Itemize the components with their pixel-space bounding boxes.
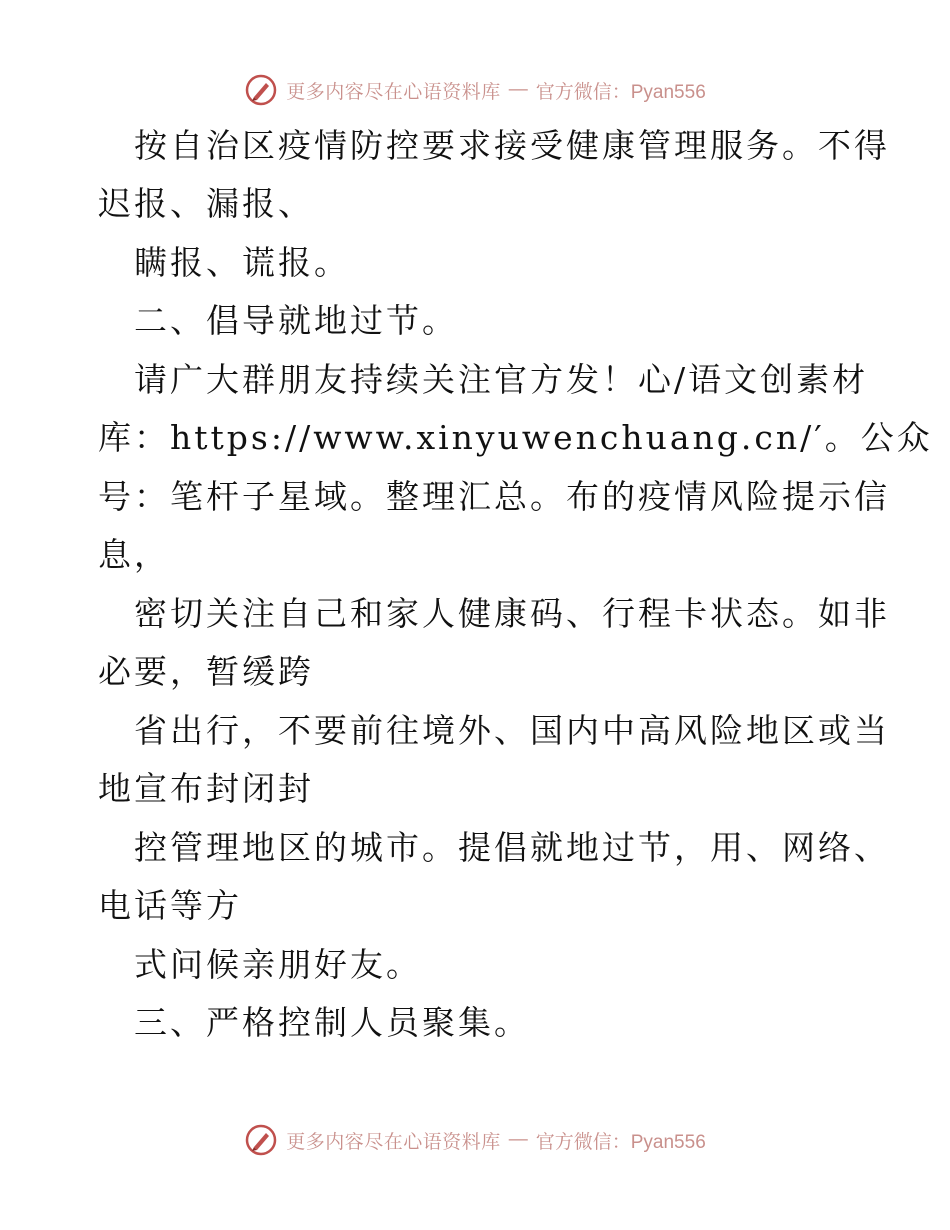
watermark-separator: — bbox=[508, 1129, 528, 1150]
body-line: 控管理地区的城市。提倡就地过节，用、网络、 bbox=[134, 828, 890, 867]
body-line: 地宣布封闭封 bbox=[98, 769, 314, 808]
body-line: 电话等方 bbox=[98, 886, 242, 925]
watermark-text: 更多内容尽在心语资料库 bbox=[286, 80, 501, 103]
section-heading: 二、倡导就地过节。 bbox=[134, 301, 458, 340]
body-line: 请广大群朋友持续关注官方发！心/语文创素材 bbox=[134, 360, 869, 399]
body-line: 密切关注自己和家人健康码、行程卡状态。如非 bbox=[134, 594, 890, 633]
body-line: 必要，暂缓跨 bbox=[98, 652, 314, 691]
watermark-text: 更多内容尽在心语资料库 bbox=[286, 1130, 501, 1153]
watermark-wechat: 官方微信：Pyan556 bbox=[535, 1131, 706, 1153]
watermark-wechat: 官方微信：Pyan556 bbox=[535, 81, 706, 103]
pen-logo-icon bbox=[244, 1123, 278, 1157]
body-line: 库：https://www.xinyuwenchuang.cn/′。公众 bbox=[98, 418, 933, 457]
footer-watermark bbox=[0, 1120, 950, 1160]
header-watermark bbox=[0, 70, 950, 110]
body-line: 式问候亲朋好友。 bbox=[134, 945, 422, 984]
body-line: 瞒报、谎报。 bbox=[134, 243, 350, 282]
body-line: 迟报、漏报、 bbox=[98, 184, 314, 223]
body-line: 号：笔杆子星域。整理汇总。布的疫情风险提示信 bbox=[98, 477, 890, 516]
body-line: 按自治区疫情防控要求接受健康管理服务。不得 bbox=[134, 126, 890, 165]
pen-logo-icon bbox=[244, 73, 278, 107]
body-line: 息， bbox=[98, 535, 170, 574]
section-heading: 三、严格控制人员聚集。 bbox=[134, 1003, 530, 1042]
watermark-separator: — bbox=[508, 79, 528, 100]
body-line: 省出行，不要前往境外、国内中高风险地区或当 bbox=[134, 711, 890, 750]
